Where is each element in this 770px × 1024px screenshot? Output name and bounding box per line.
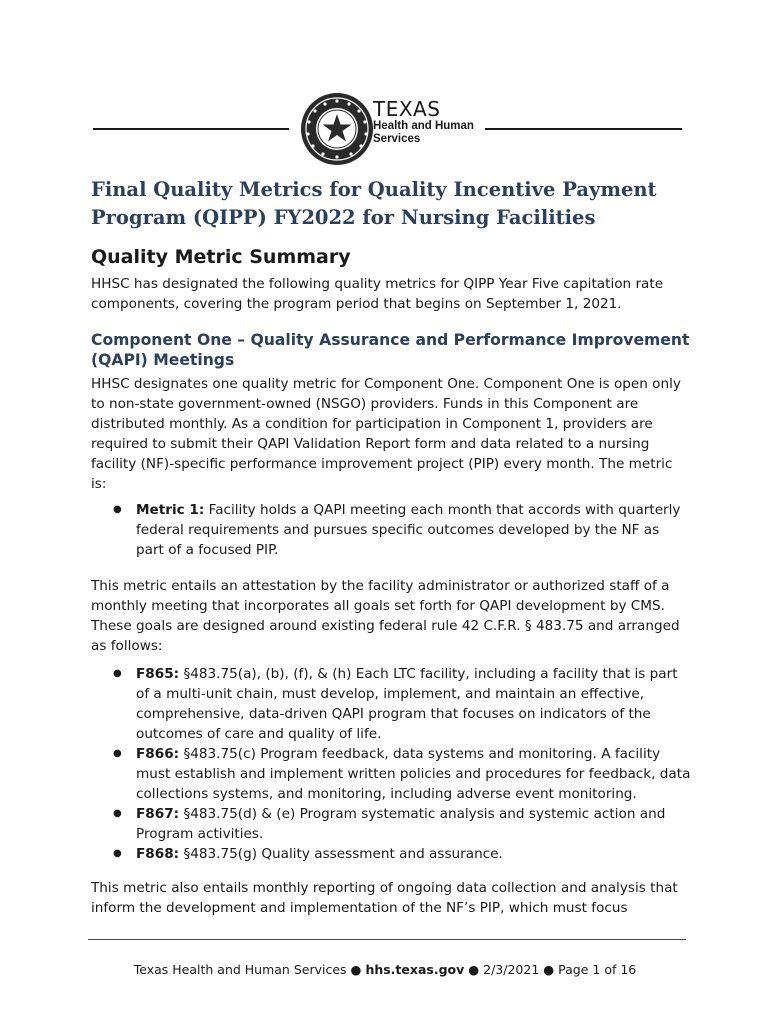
f-text: §483.75(g) Quality assessment and assurance. [183,846,503,862]
logo-title: TEXAS [373,97,441,121]
summary-heading: Quality Metric Summary [91,246,351,268]
footer-rule [88,939,686,940]
header-rule-left [93,128,289,130]
list-item [91,664,691,744]
footer-separator: ● [468,962,480,977]
f-text: §483.75(a), (b), (f), & (h) Each LTC facility, including a facility that is part of a multi-unit chain, must develop, implement, and maintain an effective, comprehensive, data-driven QAPI program that focuses on indicators of the outcomes of care and quality of life. [136,666,678,742]
logo-line-1: Health and Human [373,120,474,132]
f-code: F867: [136,806,180,822]
metric-1-text: Facility holds a QAPI meeting each month that accords with quarterly federal requirements and pursues specific outcomes developed by the NF as part of a focused PIP. [136,502,681,558]
f-tag-list [91,664,691,864]
list-item [91,804,691,844]
metric-1-label: Metric 1: [136,502,205,518]
footer-separator: ● [350,962,362,977]
metric-list [91,500,691,560]
list-item [91,744,691,804]
hhs-logo [300,92,480,168]
texas-seal-icon [300,92,374,166]
f-code: F868: [136,846,180,862]
summary-paragraph: HHSC has designated the following quality metrics for QIPP Year Five capitation rate components, covering the program period that begins on September 1, 2021. [91,276,664,312]
attestation-paragraph: This metric entails an attestation by the facility administrator or authorized staff of a monthly meeting that incorporates all goals set forth for QAPI development by CMS. These goals are designed around existing federal rule 42 C.F.R. § 483.75 and arranged as follows: [91,578,680,654]
footer-separator: ● [543,962,555,977]
page-header [0,92,770,172]
f-code: F865: [136,666,180,682]
header-rule-right [485,128,682,130]
closing-paragraph: This metric also entails monthly reporting of ongoing data collection and analysis that inform the development and implementation of the NF’s PIP, which must focus [91,880,678,916]
list-item [91,844,691,864]
f-text: §483.75(d) & (e) Program systematic analysis and systemic action and Program activities. [136,806,666,842]
footer-date: 2/3/2021 [483,962,540,977]
list-item [91,500,691,560]
logo-line-2: Services [373,133,421,145]
footer-page-number: Page 1 of 16 [558,962,637,977]
document-title: Final Quality Metrics for Quality Incentive Payment Program (QIPP) FY2022 for Nursing Facilities [91,178,657,229]
f-text: §483.75(c) Program feedback, data systems and monitoring. A facility must establish and implement written policies and procedures for feedback, data collections systems, and monitoring, including adverse event monitoring. [136,746,691,802]
logo-text [373,98,474,146]
f-code: F866: [136,746,180,762]
component-one-paragraph: HHSC designates one quality metric for Component One. Component One is open only to non-state government-owned (NSGO) providers. Funds in this Component are distributed monthly. As a condition for participation in Component 1, providers are required to submit their QAPI Validation Report form and data related to a nursing facility (NF)-specific performance improvement project (PIP) every month. The metric is: [91,376,681,492]
footer-org: Texas Health and Human Services [133,962,347,977]
footer-site-link[interactable]: hhs.texas.gov [365,962,465,977]
component-one-heading: Component One – Quality Assurance and Performance Improvement (QAPI) Meetings [91,331,690,369]
page-footer [0,962,770,977]
